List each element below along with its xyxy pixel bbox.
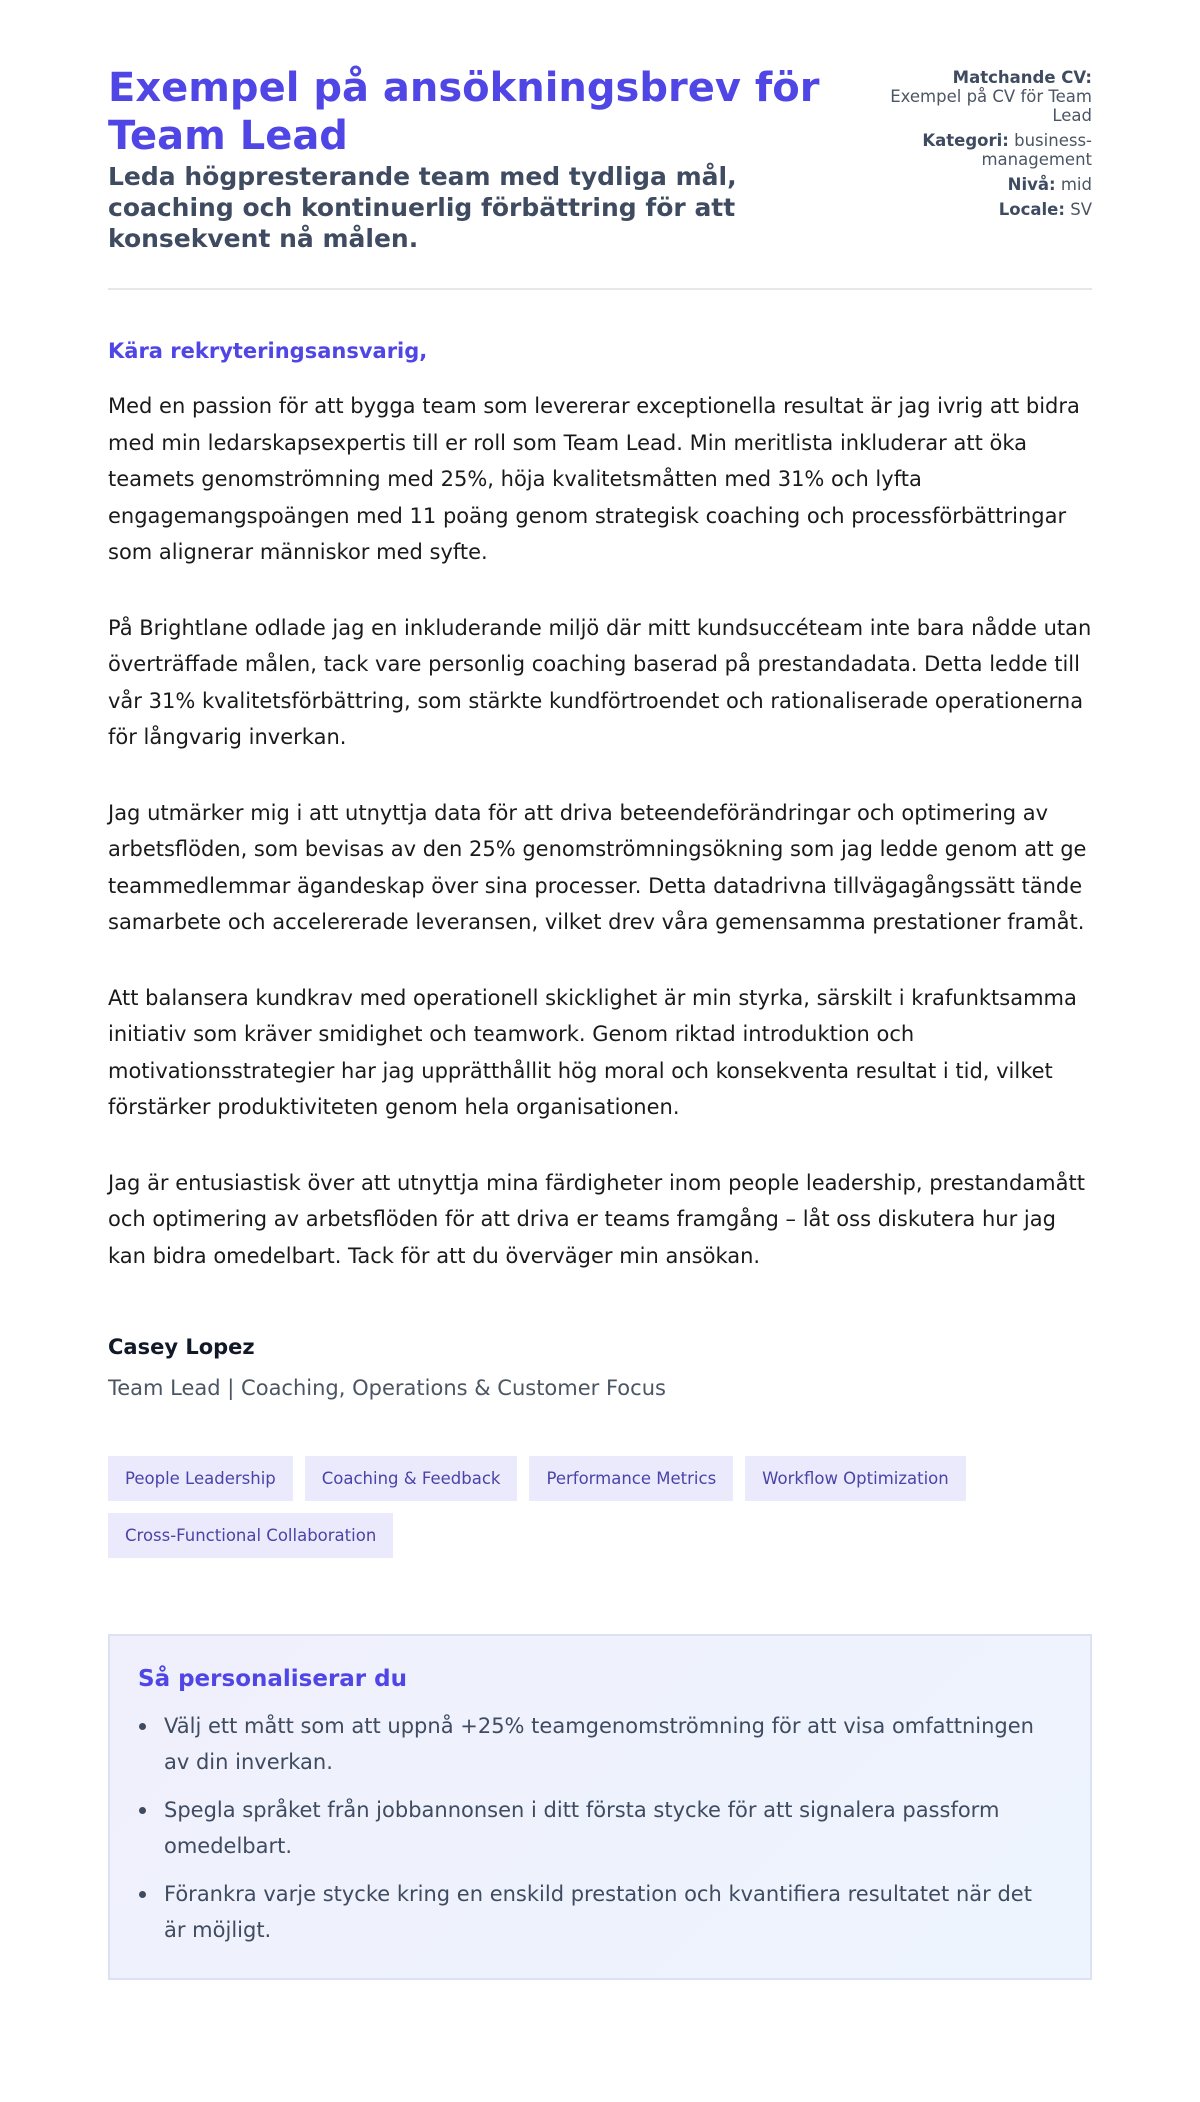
meta-category-value: business-management — [981, 131, 1092, 169]
letter-paragraph: Med en passion för att bygga team som levererar exceptionella resultat är jag ivrig att bidra med min ledarskapsexpertis till er roll som Team Lead. Min meritlista inkluderar att öka teamets genomströmning med 25%, höja kvalitetsmåtten med 31% och lyfta engagemangspoängen med 11 poäng genom strategisk coaching och processförbättringar som alignerar människor med syfte. — [108, 394, 1080, 564]
page-title: Exempel på ansökningsbrev för Team Lead — [108, 65, 820, 159]
meta-panel — [872, 64, 1092, 225]
bullet-icon — [139, 1723, 146, 1730]
skill-tag: Cross-Functional Collaboration — [108, 1513, 393, 1558]
bullet-icon — [139, 1807, 146, 1814]
meta-locale-label: Locale: — [998, 200, 1065, 219]
letter-body — [108, 338, 1092, 1274]
meta-category-label: Kategori: — [922, 131, 1009, 150]
tip-text: Välj ett mått som att uppnå +25% teamgenomströmning för att visa omfattningen av din inverkan. — [164, 1714, 1034, 1774]
tips-title: Så personaliserar du — [138, 1666, 407, 1692]
meta-level-label: Nivå: — [1007, 175, 1056, 194]
signature-title: Team Lead | Coaching, Operations & Customer Focus — [108, 1376, 666, 1400]
letter-paragraph: Jag utmärker mig i att utnyttja data för att driva beteendeförändringar och optimering av arbetsflöden, som bevisas av den 25% genomströmningsökning som jag ledde genom att ge teammedlemmar ägandeskap över sina processer. Detta datadrivna tillvägagångssätt tände samarbete och accelererade leveransen, vilket drev våra gemensamma prestationer framåt. — [108, 800, 1087, 934]
page-header — [108, 64, 1092, 290]
skill-tag: Performance Metrics — [529, 1456, 733, 1501]
letter-paragraph: På Brightlane odlade jag en inkluderande miljö där mitt kundsuccéteam inte bara nådde utan överträffade målen, tack vare personlig coaching baserad på prestandadata. Detta ledde till vår 31% kvalitetsförbättring, som stärkte kundförtroendet och rationaliserade operationerna för långvarig inverkan. — [108, 615, 1092, 749]
letter-paragraph: Jag är entusiastisk över att utnyttja mina färdigheter inom people leadership, prestandamått och optimering av arbetsflöden för att driva er teams framgång – låt oss diskutera hur jag kan bidra omedelbart. Tack för att du överväger min ansökan. — [108, 1170, 1085, 1268]
letter-paragraphs — [108, 388, 1092, 1274]
skill-tag: Workflow Optimization — [745, 1456, 966, 1501]
meta-locale-value: SV — [1070, 200, 1092, 219]
tip-text: Förankra varje stycke kring en enskild prestation och kvantifiera resultatet när det är möjligt. — [164, 1882, 1032, 1942]
meta-matching-cv — [872, 68, 1092, 125]
skill-tags — [108, 1456, 1092, 1558]
skill-tag: Coaching & Feedback — [305, 1456, 518, 1501]
meta-locale — [872, 200, 1092, 219]
header-titles — [108, 64, 848, 254]
meta-matching-cv-label: Matchande CV: — [952, 68, 1092, 87]
meta-level-value: mid — [1060, 175, 1092, 194]
tip-item — [138, 1876, 1060, 1948]
meta-matching-cv-value: Exempel på CV för Team Lead — [890, 87, 1092, 125]
meta-category — [872, 131, 1092, 169]
letter-greeting: Kära rekryteringsansvarig, — [108, 339, 428, 363]
meta-level — [872, 175, 1092, 194]
page-subtitle: Leda högpresterande team med tydliga mål, coaching och kontinuerlig förbättring för att konsekvent nå målen. — [108, 162, 737, 253]
signature-block — [108, 1334, 1092, 1402]
tip-text: Spegla språket från jobbannonsen i ditt första stycke för att signalera passform omedelbart. — [164, 1798, 1000, 1858]
personalization-tips — [108, 1634, 1092, 1980]
skill-tag: People Leadership — [108, 1456, 293, 1501]
bullet-icon — [139, 1891, 146, 1898]
tip-item — [138, 1792, 1060, 1864]
signature-name: Casey Lopez — [108, 1335, 255, 1359]
letter-paragraph: Att balansera kundkrav med operationell skicklighet är min styrka, särskilt i krafunktsamma initiativ som kräver smidighet och teamwork. Genom riktad introduktion och motivationsstrategier har jag upprätthållit hög moral och konsekventa resultat i tid, vilket förstärker produktiviteten genom hela organisationen. — [108, 985, 1077, 1119]
tip-item — [138, 1708, 1060, 1780]
tips-list — [138, 1708, 1060, 1948]
